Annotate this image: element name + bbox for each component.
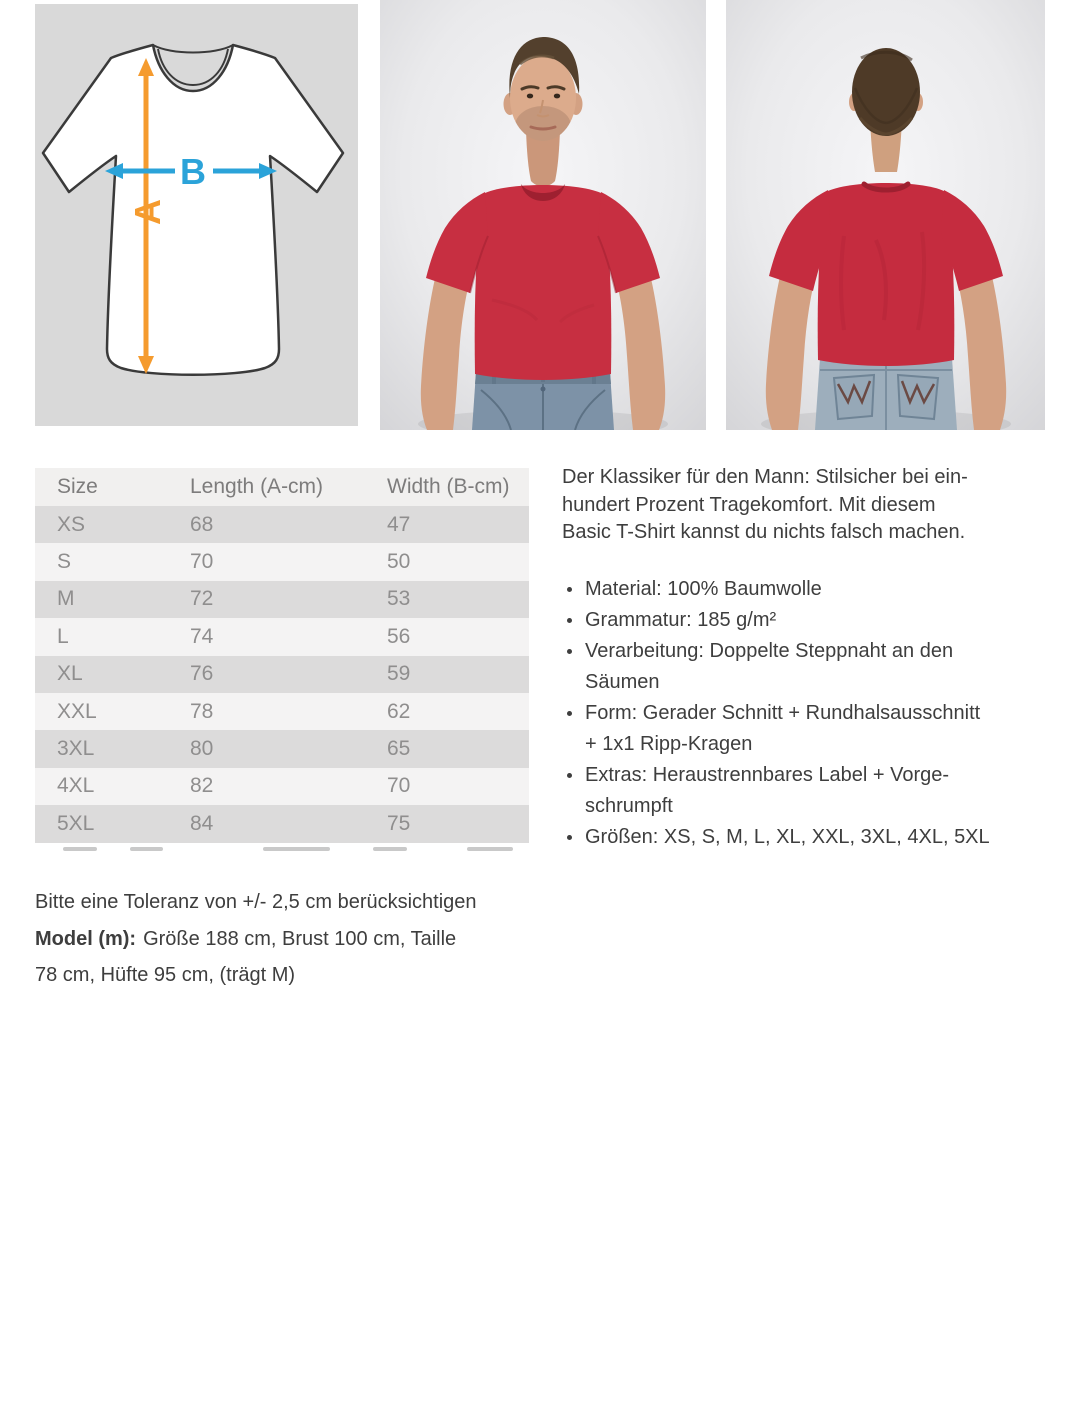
model-measurements: Größe 188 cm, Brust 100 cm, Taille [143, 927, 457, 950]
width-column-header: Width (B-cm) [387, 475, 510, 498]
width-cell: 75 [387, 811, 411, 835]
model-info [35, 921, 477, 958]
spec-item-groessen: Größen: XS, S, M, L, XL, XXL, 3XL, 4XL, 5XL [562, 822, 1048, 853]
size-table-header [35, 468, 529, 506]
length-cell: 78 [190, 699, 214, 723]
size-cell: XS [57, 512, 86, 536]
length-cell: 80 [190, 737, 214, 761]
spec-item-grammatur: Grammatur: 185 g/m² [562, 605, 1048, 636]
length-cell: 84 [190, 811, 214, 835]
size-column-header: Size [57, 475, 98, 498]
bullet-dot [567, 835, 572, 840]
size-table-row [35, 506, 529, 543]
width-cell: 70 [387, 774, 411, 798]
size-cell: 3XL [57, 737, 95, 761]
size-cell: XXL [57, 699, 97, 723]
length-arrow-label: A [127, 199, 168, 225]
tolerance-note: Bitte eine Toleranz von +/- 2,5 cm berücksichtigen [35, 891, 477, 913]
size-cell: 4XL [57, 774, 95, 798]
bullet-dot [567, 773, 572, 778]
width-arrow-label: B [180, 151, 206, 192]
length-cell: 76 [190, 662, 214, 686]
model-back-illustration [726, 0, 1045, 430]
tshirt-measure-diagram [35, 4, 358, 426]
spec-item-extras: Extras: Heraustrennbares Label + Vorge- schrumpft [562, 760, 1048, 822]
size-table-row [35, 768, 529, 805]
bullet-dot [567, 618, 572, 623]
width-cell: 50 [387, 550, 411, 574]
spec-list [562, 574, 1048, 853]
model-front-photo [380, 0, 706, 430]
length-cell: 68 [190, 512, 214, 536]
size-cell: L [57, 624, 69, 648]
spec-item-verarbeitung: Verarbeitung: Doppelte Steppnaht an den Säumen [562, 636, 1048, 698]
width-cell: 59 [387, 662, 411, 686]
spec-item-material: Material: 100% Baumwolle [562, 574, 1048, 605]
length-column-header: Length (A-cm) [190, 475, 324, 498]
width-cell: 56 [387, 624, 411, 648]
size-table-row [35, 543, 529, 580]
length-cell: 82 [190, 774, 214, 798]
intro-line: Der Klassiker für den Mann: Stilsicher bei ein- [562, 466, 968, 488]
size-cell: 5XL [57, 811, 95, 835]
size-cell: S [57, 550, 72, 574]
size-cell: M [57, 587, 75, 611]
product-description [562, 464, 1048, 853]
clipped-table-row [35, 846, 529, 851]
jeans-front [472, 372, 614, 430]
width-cell: 53 [387, 587, 411, 611]
size-table-row [35, 656, 529, 693]
width-cell: 62 [387, 699, 411, 723]
spec-item-form: Form: Gerader Schnitt + Rundhalsausschnitt + 1x1 Ripp-Kragen [562, 698, 1048, 760]
size-notes [35, 884, 477, 994]
length-cell: 74 [190, 624, 214, 648]
bullet-dot [567, 587, 572, 592]
model-front-illustration [380, 0, 706, 430]
size-table-row [35, 693, 529, 730]
bullet-dot [567, 649, 572, 654]
product-intro [562, 464, 1048, 547]
model-back-photo [726, 0, 1045, 430]
bullet-dot [567, 711, 572, 716]
size-table-row [35, 618, 529, 655]
size-cell: XL [57, 662, 83, 686]
model-info-continued: 78 cm, Hüfte 95 cm, (trägt M) [35, 964, 296, 986]
width-cell: 47 [387, 512, 411, 536]
intro-line: Basic T-Shirt kannst du nichts falsch machen. [562, 521, 966, 543]
model-label: Model (m): [35, 927, 137, 950]
size-table-row [35, 805, 529, 842]
jeans-back [815, 358, 957, 430]
size-table-row [35, 730, 529, 767]
size-table [35, 468, 529, 843]
length-cell: 70 [190, 550, 214, 574]
intro-line: hundert Prozent Tragekomfort. Mit diesem [562, 493, 936, 516]
size-diagram-image [35, 4, 358, 426]
width-cell: 65 [387, 737, 411, 761]
length-cell: 72 [190, 587, 214, 611]
size-table-row [35, 581, 529, 618]
